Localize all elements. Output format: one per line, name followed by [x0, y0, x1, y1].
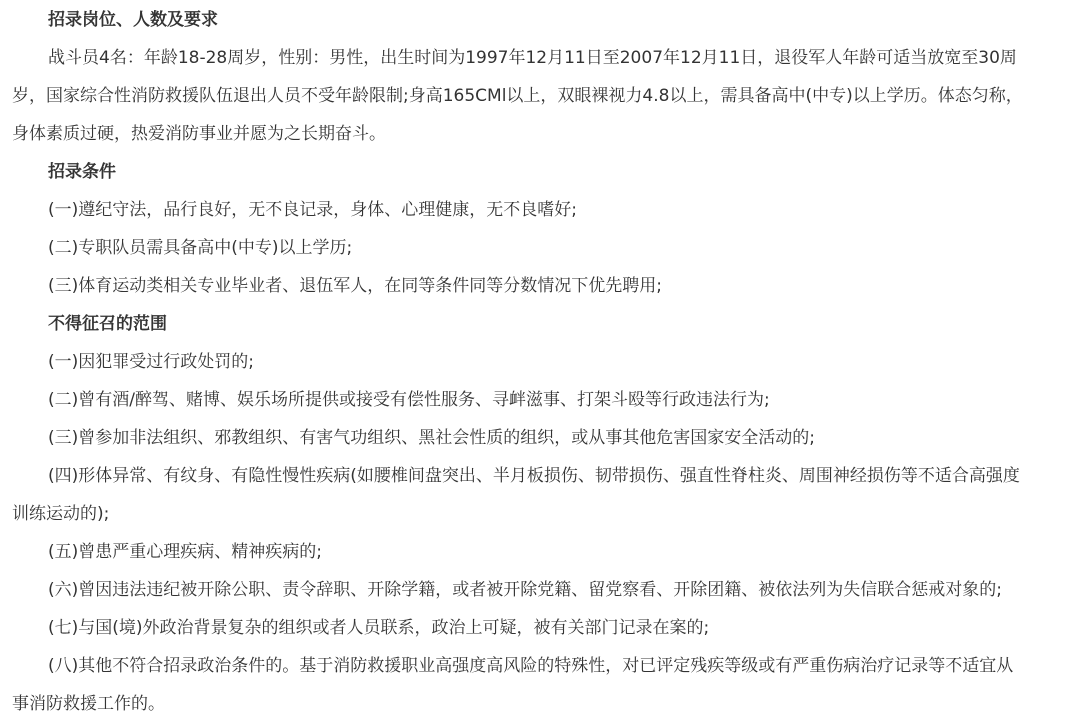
exclusion-item: (六)曾因违法违纪被开除公职、责令辞职、开除学籍，或者被开除党籍、留党察看、开除团籍、被依法列为失信联合惩戒对象的;	[48, 580, 1002, 600]
exclusion-item: (四)形体异常、有纹身、有隐性慢性疾病(如腰椎间盘突出、半月板损伤、韧带损伤、强直性脊柱炎、周围神经损伤等不适合高强度	[48, 466, 1020, 486]
condition-item: (一)遵纪守法，品行良好，无不良记录，身体、心理健康，无不良嗜好;	[48, 200, 577, 220]
exclusion-item: (一)因犯罪受过行政处罚的;	[48, 352, 254, 372]
condition-item: (三)体育运动类相关专业毕业者、退伍军人，在同等条件同等分数情况下优先聘用;	[48, 276, 662, 296]
exclusion-item-continuation: 事消防救援工作的。	[12, 694, 165, 714]
exclusion-item: (七)与国(境)外政治背景复杂的组织或者人员联系，政治上可疑，被有关部门记录在案的;	[48, 618, 710, 638]
exclusion-item-continuation: 训练运动的);	[12, 504, 110, 524]
section-heading-exclusions: 不得征召的范围	[48, 314, 167, 334]
exclusion-item: (五)曾患严重心理疾病、精神疾病的;	[48, 542, 322, 562]
exclusion-item: (八)其他不符合招录政治条件的。基于消防救援职业高强度高风险的特殊性，对已评定残疾等级或有严重伤病治疗记录等不适宜从	[48, 656, 1014, 676]
paragraph-line: 身体素质过硬，热爱消防事业并愿为之长期奋斗。	[12, 124, 386, 144]
section-heading-positions: 招录岗位、人数及要求	[48, 10, 218, 30]
section-heading-conditions: 招录条件	[48, 162, 116, 182]
exclusion-item: (二)曾有酒/醉驾、赌博、娱乐场所提供或接受有偿性服务、寻衅滋事、打架斗殴等行政违法行为;	[48, 390, 770, 410]
paragraph-line: 岁，国家综合性消防救援队伍退出人员不受年龄限制;身高165CMl以上，双眼裸视力4.8以上，需具备高中(中专)以上学历。体态匀称，	[12, 86, 1023, 106]
exclusion-item: (三)曾参加非法组织、邪教组织、有害气功组织、黑社会性质的组织，或从事其他危害国家安全活动的;	[48, 428, 815, 448]
paragraph-line: 战斗员4名：年龄18-28周岁，性别：男性，出生时间为1997年12月11日至2007年12月11日，退役军人年龄可适当放宽至30周	[48, 48, 1017, 68]
condition-item: (二)专职队员需具备高中(中专)以上学历;	[48, 238, 353, 258]
